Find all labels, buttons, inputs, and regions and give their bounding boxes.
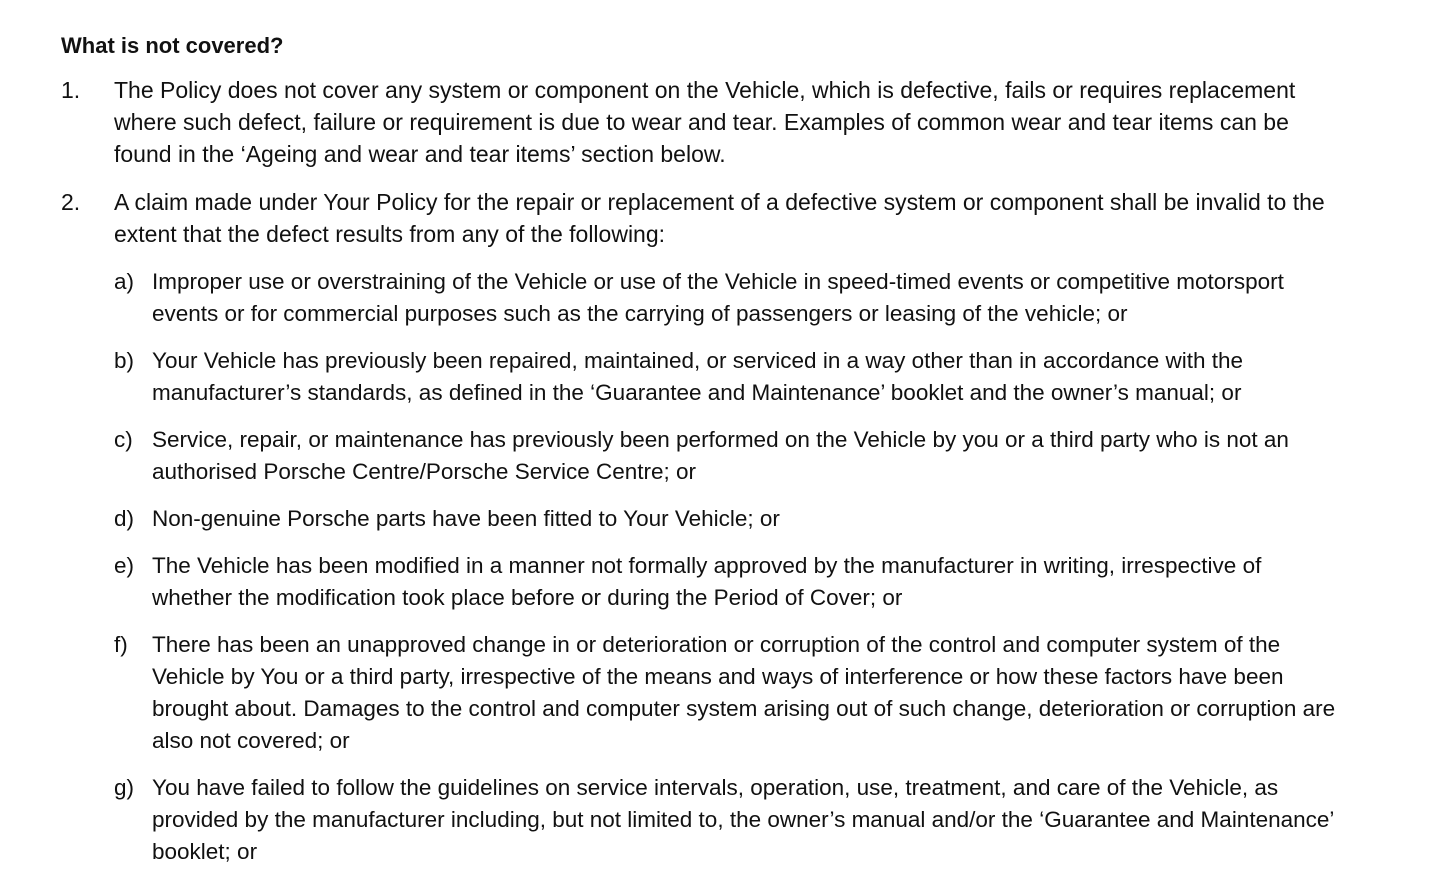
sub-marker: d) xyxy=(114,506,135,531)
list-marker: 2. xyxy=(61,189,81,215)
sub-item-e xyxy=(114,550,1343,614)
list-marker: 1. xyxy=(61,77,81,103)
list-item-text: A claim made under Your Policy for the repair or replacement of a defective system or component shall be invalid to the extent that the defect results from any of the following: xyxy=(114,189,1325,247)
sub-item-text: There has been an unapproved change in or deterioration or corruption of the control and computer system of the Vehicle by You or a third party, irrespective of the means and ways of interference or how these factors have been brought about. Damages to the control and computer system arising out of such change, deterioration or corruption are also not covered; or xyxy=(152,632,1336,753)
sub-marker: f) xyxy=(114,632,128,657)
numbered-list xyxy=(61,74,1343,883)
sub-item-text: Your Vehicle has previously been repaired, maintained, or serviced in a way other than in accordance with the manufacturer’s standards, as defined in the ‘Guarantee and Maintenance’ booklet and the owner’s manual; or xyxy=(152,348,1244,405)
sub-item-f xyxy=(114,629,1343,757)
list-item-text: The Policy does not cover any system or component on the Vehicle, which is defective, fails or requires replacement where such defect, failure or requirement is due to wear and tear. Examples of common wear and tear items can be found in the ‘Ageing and wear and tear items’ section below. xyxy=(114,77,1296,167)
sub-item-text: Non-genuine Porsche parts have been fitted to Your Vehicle; or xyxy=(152,506,780,531)
sub-item-text: Improper use or overstraining of the Vehicle or use of the Vehicle in speed-timed events or competitive motorsport events or for commercial purposes such as the carrying of passengers or leasing of the vehicle; or xyxy=(152,269,1284,326)
sub-item-d xyxy=(114,503,1343,535)
list-item-body xyxy=(114,186,1343,883)
sub-item-text: Service, repair, or maintenance has previously been performed on the Vehicle by you or a third party who is not an authorised Porsche Centre/Porsche Service Centre; or xyxy=(152,427,1289,484)
sub-marker: g) xyxy=(114,775,135,800)
sub-marker: e) xyxy=(114,553,135,578)
sub-marker: a) xyxy=(114,269,135,294)
section-heading: What is not covered? xyxy=(61,33,284,58)
sub-marker: b) xyxy=(114,348,135,373)
sub-item-text: You have failed to follow the guidelines on service intervals, operation, use, treatment, and care of the Vehicle, as provided by the manufacturer including, but not limited to, the owner’s manual and/or the ‘Guarantee and Maintenance’ booklet; or xyxy=(152,775,1334,864)
sub-list xyxy=(114,266,1343,868)
list-item-body xyxy=(114,74,1343,170)
list-item-1 xyxy=(61,74,1343,170)
sub-item-c xyxy=(114,424,1343,488)
sub-item-text: The Vehicle has been modified in a manner not formally approved by the manufacturer in writing, irrespective of whether the modification took place before or during the Period of Cover; or xyxy=(152,553,1262,610)
sub-item-b xyxy=(114,345,1343,409)
sub-item-a xyxy=(114,266,1343,330)
list-item-2 xyxy=(61,186,1343,883)
sub-marker: c) xyxy=(114,427,133,452)
sub-item-g xyxy=(114,772,1343,868)
